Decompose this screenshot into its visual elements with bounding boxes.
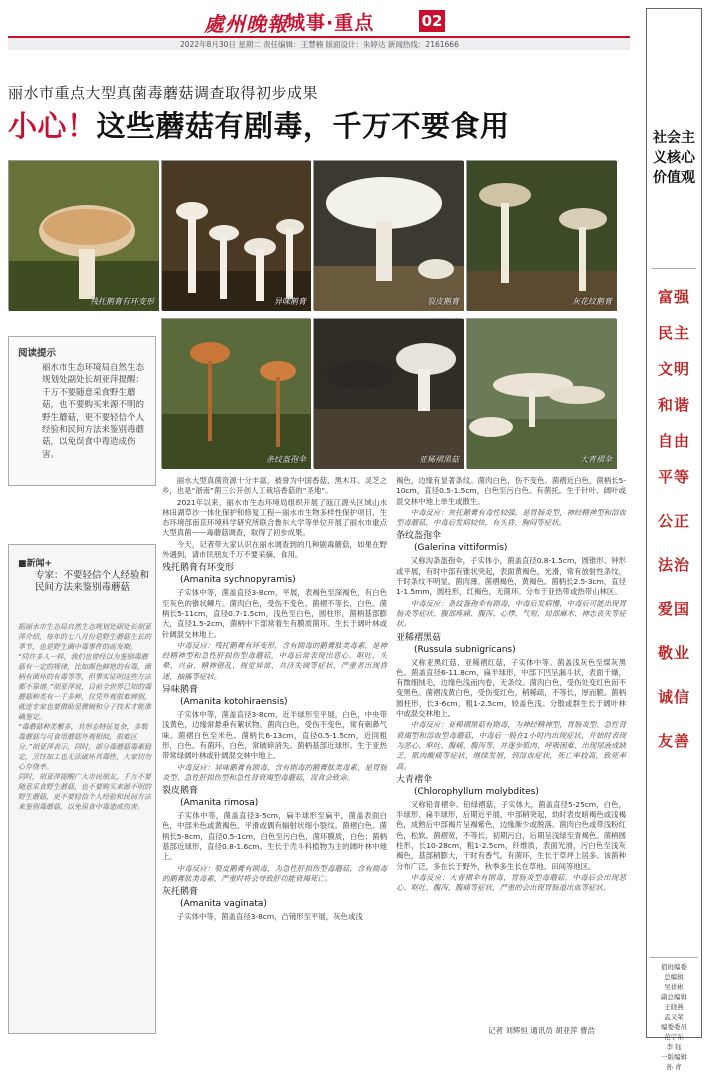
species-toxicity: 中毒反应：大青褶伞有剧毒，胃肠炎型毒蘑菇，中毒后会出现恶心、呕吐、腹泻、腹痛等症状，严重的会出现胃肠道出血等症状。 [396, 872, 626, 893]
photo-caption: 亚稀褶黑菇 [419, 455, 459, 464]
masthead-meta: 2022年8月30日 星期二 责任编辑：王慧楠 版面设计：朱婷达 新闻热线：2161666 [180, 40, 459, 49]
photo-7 [466, 318, 616, 468]
mushroom-photo-icon [314, 161, 464, 311]
photo-caption: 残托鹅膏有环变形 [90, 297, 154, 306]
species-latin: (Amanita kotohiraensis) [180, 697, 288, 708]
species-toxicity: 中毒反应：裂皮鹅膏有剧毒，为急性肝损伤型毒蘑菇，含有剧毒的鹅膏肽类毒素，严重时将会导致肝功能衰竭死亡。 [162, 863, 387, 883]
species-latin: (Amanita rimosa) [180, 798, 259, 809]
value-item: 友善 [657, 732, 690, 750]
photo-4 [466, 160, 616, 310]
value-item: 平等 [657, 468, 690, 486]
editor-line: 吴祥彬 [664, 983, 684, 991]
byline: 记者 刘辉恒 通讯员 胡亚萍 曹浩 [488, 1026, 596, 1035]
photo-5 [161, 318, 310, 468]
value-item: 法治 [657, 556, 690, 574]
mushroom-photo-icon [162, 161, 311, 311]
species-name: 大青褶伞 [396, 774, 433, 785]
editor-line: 孟义荣 [664, 1013, 684, 1021]
value-item: 公正 [657, 512, 690, 530]
photo-caption: 灰花纹鹅膏 [572, 297, 612, 306]
species-latin: (Russula subnigricans) [414, 644, 516, 655]
article-paragraph: 今天，记者带大家认识在丽水调查到的几种剧毒蘑菇，如果在野外遇到，请市民朋友千万不要采摘、食用。 [162, 539, 387, 560]
editor-line: 编委委员 [661, 1023, 687, 1031]
section-title: 城事·重点 [286, 12, 375, 34]
value-item: 文明 [657, 360, 690, 378]
photo-caption: 异味鹅膏 [274, 297, 306, 306]
paper-name: 處州晚報 [204, 12, 288, 36]
species-toxicity: 中毒反应：亚稀褶黑菇有剧毒，为神经精神型，胃肠炎型、急性肾衰竭型和溶血型毒蘑菇，中毒后一般在1小时内出现症状，开始时表现为恶心、呕吐、腹痛、腹泻等，并逐步肌肉、呼吸困难、出现尿液或缺乏，肌肉酸痛等症状，继续发展，到溶血症状，死亡率较高，致死率高。 [396, 720, 626, 771]
species-description: 子实体中等，菌盖直径3-5cm，扁半球形至扁平，菌盖表面白色，中部米色或黄褐色，平滑或偶有辐射状细小裂纹。菌褶白色。菌柄长5-8cm，直径0.5-1cm，白色至污白色，菌环膜质，白色；菌柄基部近球形，直径0.8-1.6cm。生长于壳斗科植物为主的阔叶林中地上。 [162, 811, 387, 862]
news-plus-subheading: 专家：不要轻信个人经验和民间方法来鉴别毒蘑菇 [35, 570, 150, 593]
species-name: 灰托鹅膏 [162, 887, 199, 898]
subtitle: 丽水市重点大型真菌毒蘑菇调查取得初步成果 [8, 84, 319, 102]
mushroom-photo-icon [467, 319, 617, 469]
editors-list [650, 957, 698, 1072]
species-toxicity: 中毒反应：异味鹅膏有剧毒，含有剧毒的鹅膏肽类毒素，是胃肠炎型、急性肝损伤型和急性肾衰竭型毒蘑菇，误食会致命。 [162, 762, 387, 782]
editor-line: 孙 青 [666, 1063, 682, 1071]
value-item: 爱国 [657, 600, 690, 618]
value-item: 和谐 [657, 396, 690, 414]
species-description: 子实体中等，菌盖直径3-8cm，凸镜形至平展，灰色或浅 [176, 912, 363, 922]
article-paragraph: 2021年以来，丽水市生态环境局组织开展了瓯江源头区域山水林田湖草沙一体化保护和修复工程—丽水市生物多样性保护项目，生态环境部南京环境科学研究所联合鲁东大学等单位开展了丽水市重点大型真菌——毒蘑菇调查，取得了初步成果。 [162, 497, 387, 538]
species-name: 裂皮鹅膏 [162, 786, 199, 797]
editor-line: 副总编辑 [661, 993, 687, 1001]
species-description: 又称沟条盔孢伞，子实体小，菌盖直径0.8-1.5cm，圆锥形、钟形或平展，有时中部有锥状突起，表面黄褐色，光滑，常有放射性条纹，干时条纹不明显。菌肉薄。菌褶褐色，黄褐色。菌柄长2.5-3cm，直径1-1.5mm，圆柱形，红褐色，无菌环。分布于亚热带或热带山林区。 [396, 556, 626, 597]
species-latin: (Chlorophyllum molybdites) [414, 786, 539, 797]
species-name: 亚稀褶黑菇 [396, 632, 442, 643]
editor-line: 值班编委 [661, 963, 687, 971]
value-item: 自由 [657, 432, 690, 450]
reading-tip-text: 丽水市生态环境局自然生态规划处副处长胡亚萍提醒：千万不要随意采食野生蘑菇，也不要购买来源不明的野生蘑菇，更不要轻信个人经验和民间方法来鉴别毒蘑菇，以免误食中毒造成伤害。 [42, 363, 145, 460]
photo-1 [8, 160, 158, 310]
species-latin: (Amanita sychnopyramis) [180, 575, 296, 586]
editor-line: 李 钰 [666, 1043, 682, 1051]
photo-3 [313, 160, 463, 310]
photo-caption: 条纹盔孢伞 [266, 455, 306, 464]
value-item: 敬业 [657, 644, 690, 662]
editor-line: 范宇东 [664, 1033, 684, 1041]
mushroom-photo-icon [162, 319, 311, 469]
species-name: 条纹盔孢伞 [396, 531, 442, 542]
species-name: 异味鹅膏 [162, 685, 199, 696]
article-column-2 [396, 476, 626, 1022]
species-latin: (Galerina vittiformis) [414, 543, 508, 554]
species-description: 子实体中等，菌盖直径3-8cm，近半球形至平展，白色，中央带浅黄色，边缘常悬垂有絮状物。菌肉白色，受伤不变色，常有刺鼻气味。菌褶白色至米色。菌柄长6-13cm，直径0.5-1.5cm，近同粗形，白色。有菌环，白色，常破碎消失。菌柄基部近球形。生于亚热带常绿阔叶林或针阔混交林中地上。 [162, 710, 387, 761]
page-number: 02 [419, 10, 445, 32]
headline-part1: 小心！ [8, 109, 97, 143]
value-item: 民主 [657, 324, 690, 342]
photo-caption: 大青褶伞 [580, 455, 612, 464]
editor-line: 总编辑 [664, 973, 684, 981]
species-description: 又称铅青褶伞、铅绿褶菇，子实体大，菌盖直径5-25cm，白色，半球形、扁半球形，后期近平展，中部稍突起，幼时表皮暗褐色或浅褐色，成熟后中部褐片呈褐紫色，边缘渐少或脱落。菌肉白色或带浅粉红色，松软。菌褶宽，不等长，初期污白，后期呈浅绿至青褐色。菌柄圆柱形，长10-28cm，粗1-2.5cm，纤维质，表面光滑，污白色至浅灰褐色，基部稍膨大，干时有香气。有菌环，生长于草坪上居多。该菌种分布广泛，多在长于野外，秋季多生长在草地、田间等地区。 [396, 799, 626, 871]
article-column-1 [162, 476, 387, 1042]
mushroom-photo-icon [9, 161, 159, 311]
species-description: 又称亚黑红菇、亚稀褶红菇，子实体中等。菌盖浅灰色至煤灰黑色。菌盖直径6-11.8cm，扁半球形，中部下凹呈漏斗状，表面干燥，有微细绒毛，边缘色浅而内卷，无条纹。菌肉白色，受伤处变红色而不变黑色。菌褶浅黄白色，受伤变红色，稍稀疏，不等长，厚而脆。菌柄圆柱形，长3-6cm，粗1-2.5cm，较盖色浅。分散或群生长于阔叶林中或混交林地上。 [396, 657, 626, 719]
photo-2 [161, 160, 310, 310]
values-divider [652, 268, 696, 269]
species-toxicity: 中毒反应：残托鹅膏有环变形，含有剧毒的鹅膏肽类毒素，是神经精神型和急性肝损伤型毒蘑菇，中毒后常表现出恶心、呕吐、头晕、兴奋、精神错乱、视觉异常、共济失调等症状，严重者出现昏迷，抽搐等症状。 [162, 640, 387, 681]
species-description: 子实体中等，菌盖直径3-8cm，平展，表褐色至深褐色，有白色至灰色的锥状鳞片。菌肉白色，受伤不变色。菌褶不等长，白色。菌柄长5-11cm，直径0.7-1.5cm，浅色至白色，圆柱形，菌柄基部膨大，直径1.5-2cm，菌柄中下部常着生有膜质菌环。生长于阔叶林或针阔混交林地上。 [162, 588, 387, 639]
species-toxicity: 中毒反应：条纹盔孢伞有剧毒，中毒后发病慢，中毒后可能出现胃肠炎等症状、腹部疼痛、腹泻、心悸、气短、局部麻木、神志丧失等症状。 [396, 598, 626, 629]
article-paragraph: 丽水大型真菌资源十分丰富，被誉为中国香菇、黑木耳、灵芝之乡，也是“浙南”菌三公开创人工栽培香菇的“圣地”。 [162, 476, 387, 496]
headline-part2: 这些蘑菇有剧毒，千万不要食用 [96, 109, 510, 143]
mushroom-photo-icon [467, 161, 617, 311]
masthead [14, 6, 634, 34]
value-item: 富强 [657, 288, 690, 306]
news-plus-heading: ■新闻+ [18, 559, 53, 569]
editor-line: 一版编辑 [661, 1053, 687, 1061]
species-toxicity: 中毒反应：灰托鹅膏有毒性较强，是胃肠炎型，神经精神型和溶血型毒蘑菇，中毒后发病较快，有头昏、胸闷等症状。 [396, 507, 626, 528]
values-title: 社会主义核心价值观 [653, 130, 695, 186]
species-latin: (Amanita vaginata) [180, 899, 267, 910]
headline [8, 104, 510, 145]
photo-caption: 裂皮鹅膏 [427, 297, 459, 306]
photo-6 [313, 318, 463, 468]
article-paragraph: 褐色，边缘有显著条纹。菌肉白色，伤不变色。菌褶近白色，菌柄长5-10cm，直径0.5-1.5cm，白色至污白色。有菌托。生于针叶、阔叶或混交林中地上单生或散生。 [396, 476, 626, 506]
value-item: 诚信 [657, 688, 690, 706]
editor-line: 王晓燕 [664, 1003, 684, 1011]
news-plus-text: 据丽水市生态局自然生态规划处副处长胡亚萍介绍，每年的七八月份是野生蘑菇生长的季节，也是野生菌中毒事件的高发期。 “同许多人一样，我们也曾经以为鉴别毒蘑菇有一定的规律，比如颜色鲜艳的有毒，菌柄有菌环的有毒等等，但事实证明这些方法都不靠谱。”胡亚萍说，目前全世界已知的毒蘑菇种类有一千多种，仅凭外观很难辨别，就连专家也要借助显微镜和分子技术才能准确鉴定。 “毒蘑菇种类繁多，其形态特征复杂，多数毒蘑菇与可食用蘑菇外观相似，很难区分。”胡亚萍表示，同时，部分毒蘑菇毒素稳定，烹饪加工也无法破坏其毒性，大家切勿心存侥幸。 同时，胡亚萍提醒广大市民朋友，千万不要随意采食野生蘑菇，也不要购买来源不明的野生蘑菇，更不要轻信个人经验和民间方法来鉴别毒蘑菇，以免误食中毒造成伤害。 [18, 623, 152, 811]
reading-tip-heading: 阅读提示 [18, 348, 57, 359]
species-name: 残托鹅膏有环变形 [162, 563, 235, 574]
mushroom-photo-icon [314, 319, 464, 469]
